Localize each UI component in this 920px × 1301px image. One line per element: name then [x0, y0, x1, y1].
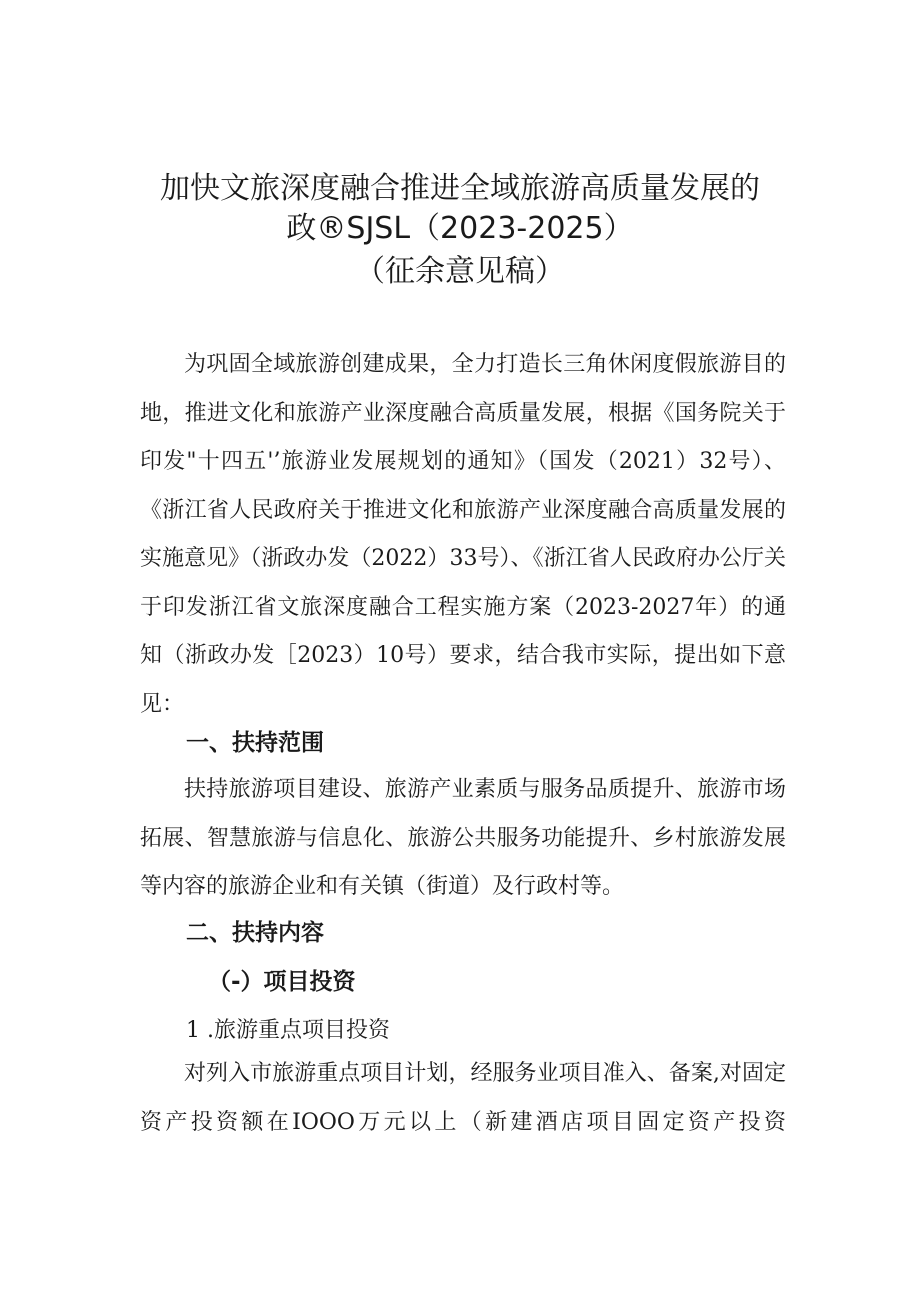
section-heading-scope: 一、扶持范围: [186, 730, 324, 756]
scope-paragraph: 扶持旅游项目建设、旅游产业素质与服务品质提升、旅游市场拓展、智慧旅游与信息化、旅游公共服务功能提升、乡村旅游发展等内容的旅游企业和有关镇（街道）及行政村等。: [140, 777, 786, 899]
item-paragraph-block: [140, 1050, 786, 1147]
section-heading-content: 二、扶持内容: [186, 920, 324, 946]
intro-paragraph: 为巩固全域旅游创建成果，全力打造长三角休闲度假旅游目的地，推进文化和旅游产业深度融合高质量发展，根据《国务院关于印发"十四五'’旅游业发展规划的通知》（国发（2021）32号）、《浙江省人民政府关于推进文化和旅游产业深度融合高质量发展的实施意见》（浙政办发（2022）33号）、《浙江省人民政府办公厅关于印发浙江省文旅深度融合工程实施方案（2023-2027年）的通知（浙政办发［2023）10号）要求，结合我市实际，提出如下意见：: [140, 352, 786, 717]
intro-paragraph-block: [140, 341, 786, 729]
document-title-line-1: 加快文旅深度融合推进全域旅游高质量发展的: [160, 171, 760, 206]
scope-paragraph-block: [140, 766, 786, 912]
document-title-line-2: 政®SJSL（2023-2025）: [286, 211, 634, 246]
document-title-line-3: （征余意见稿）: [355, 254, 565, 289]
item-title-key-project-investment: 1 .旅游重点项目投资: [186, 1018, 390, 1043]
item-paragraph: 对列入市旅游重点项目计划，经服务业项目准入、备案,对固定资产投资额在IOOO万元以上（新建酒店项目固定资产投资: [140, 1061, 786, 1135]
sub-heading-project-investment: （-）项目投资: [208, 969, 356, 995]
